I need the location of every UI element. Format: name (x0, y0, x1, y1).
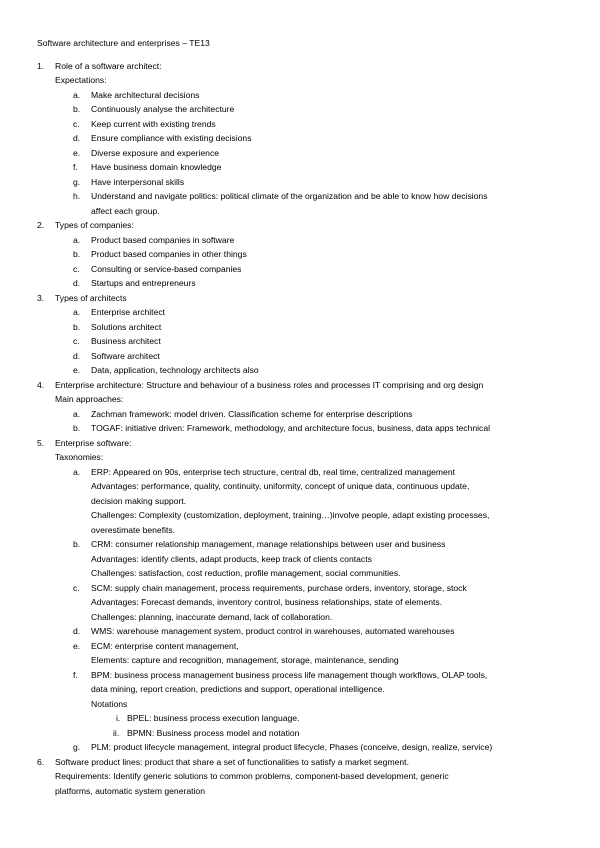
section-heading: Enterprise software: (55, 438, 132, 448)
list-item: TOGAF: initiative driven: Framework, methodology, and architecture focus, business, data apps technical (91, 423, 491, 433)
list-item-continuation: Advantages: identify clients, adapt products, keep track of clients contacts (91, 554, 372, 564)
list-item: Solutions architect (91, 322, 162, 332)
section-heading: Types of architects (55, 293, 127, 303)
subheading: Expectations: (55, 75, 107, 85)
section-number: 6. (37, 757, 45, 767)
section-continuation: platforms, automatic system generation (55, 786, 205, 796)
list-marker: b. (73, 423, 81, 433)
list-marker: b. (73, 539, 81, 549)
section-heading: Enterprise architecture: Structure and behaviour of a business roles and processes IT comprising and org design (55, 380, 484, 390)
list-marker: i. (116, 713, 121, 723)
list-item: BPEL: business process execution language. (127, 713, 300, 723)
list-item: PLM: product lifecycle management, integral product lifecycle, Phases (conceive, design, realize, service) (91, 742, 493, 752)
list-item-continuation: overestimate benefits. (91, 525, 176, 535)
list-item-continuation: Challenges: Complexity (customization, deployment, training…)involve people, adapt existing processes, (91, 510, 490, 520)
list-item: Keep current with existing trends (91, 119, 216, 129)
list-marker: f. (73, 670, 78, 680)
section-number: 1. (37, 61, 45, 71)
list-marker: b. (73, 249, 81, 259)
list-item-continuation: Elements: capture and recognition, management, storage, maintenance, sending (91, 655, 399, 665)
section-heading: Software product lines: product that share a set of functionalities to satisfy a market segment. (55, 757, 409, 767)
list-marker: c. (73, 119, 80, 129)
list-marker: b. (73, 104, 81, 114)
document-title: Software architecture and enterprises – TE13 (37, 38, 210, 48)
list-item: Data, application, technology architects also (91, 365, 259, 375)
list-marker: a. (73, 409, 81, 419)
section-number: 3. (37, 293, 45, 303)
list-marker: d. (73, 351, 81, 361)
list-marker: g. (73, 742, 81, 752)
list-item: BPMN: Business process model and notation (127, 728, 300, 738)
list-marker: f. (73, 162, 78, 172)
list-marker: ii. (113, 728, 120, 738)
list-item-continuation: Advantages: performance, quality, continuity, uniformity, concept of unique data, continuous update, (91, 481, 470, 491)
list-item: WMS: warehouse management system, product control in warehouses, automated warehouses (91, 626, 455, 636)
list-item: ECM: enterprise content management, (91, 641, 239, 651)
list-item: CRM: consumer relationship management, manage relationships between user and business (91, 539, 446, 549)
section-number: 2. (37, 220, 45, 230)
list-item: Have interpersonal skills (91, 177, 185, 187)
list-item: Zachman framework: model driven. Classification scheme for enterprise descriptions (91, 409, 413, 419)
section-number: 4. (37, 380, 45, 390)
list-item: Have business domain knowledge (91, 162, 222, 172)
list-item-continuation: affect each group. (91, 206, 160, 216)
list-item: Business architect (91, 336, 161, 346)
list-marker: c. (73, 264, 80, 274)
list-item: Ensure compliance with existing decisions (91, 133, 252, 143)
list-marker: e. (73, 365, 81, 375)
list-marker: e. (73, 148, 81, 158)
list-item: ERP: Appeared on 90s, enterprise tech structure, central db, real time, centralized management (91, 467, 455, 477)
list-marker: a. (73, 235, 81, 245)
list-item: Diverse exposure and experience (91, 148, 220, 158)
list-marker: h. (73, 191, 81, 201)
section-heading: Role of a software architect: (55, 61, 162, 71)
list-marker: a. (73, 467, 81, 477)
list-item-continuation: data mining, report creation, predictions and support, operational intelligence. (91, 684, 385, 694)
list-marker: d. (73, 626, 81, 636)
list-item: Continuously analyse the architecture (91, 104, 235, 114)
list-item: Startups and entrepreneurs (91, 278, 196, 288)
list-item-continuation: Advantages: Forecast demands, inventory control, business relationships, state of elements. (91, 597, 443, 607)
list-marker: a. (73, 307, 81, 317)
list-item-continuation: Challenges: planning, inaccurate demand, lack of collaboration. (91, 612, 333, 622)
list-item: BPM: business process management business process life management though workflows, OLAP tools, (91, 670, 488, 680)
list-marker: d. (73, 133, 81, 143)
list-marker: e. (73, 641, 81, 651)
list-marker: d. (73, 278, 81, 288)
list-marker: c. (73, 583, 80, 593)
subheading: Main approaches: (55, 394, 124, 404)
list-item: Consulting or service-based companies (91, 264, 242, 274)
section-heading: Types of companies: (55, 220, 134, 230)
list-marker: c. (73, 336, 80, 346)
list-marker: b. (73, 322, 81, 332)
list-marker: g. (73, 177, 81, 187)
list-marker: a. (73, 90, 81, 100)
list-item: Enterprise architect (91, 307, 166, 317)
list-item: Understand and navigate politics: political climate of the organization and be able to know how decisions (91, 191, 488, 201)
section-number: 5. (37, 438, 45, 448)
list-item: Product based companies in software (91, 235, 235, 245)
list-item: Product based companies in other things (91, 249, 247, 259)
list-item-continuation: Notations (91, 699, 128, 709)
list-item-continuation: decision making support. (91, 496, 187, 506)
list-item: Software architect (91, 351, 160, 361)
section-continuation: Requirements: Identify generic solutions to common problems, component-based development, generic (55, 771, 449, 781)
list-item: SCM: supply chain management, process requirements, purchase orders, inventory, storage, stock (91, 583, 467, 593)
list-item: Make architectural decisions (91, 90, 200, 100)
subheading: Taxonomies: (55, 452, 104, 462)
list-item-continuation: Challenges: satisfaction, cost reduction, profile management, social communities. (91, 568, 401, 578)
